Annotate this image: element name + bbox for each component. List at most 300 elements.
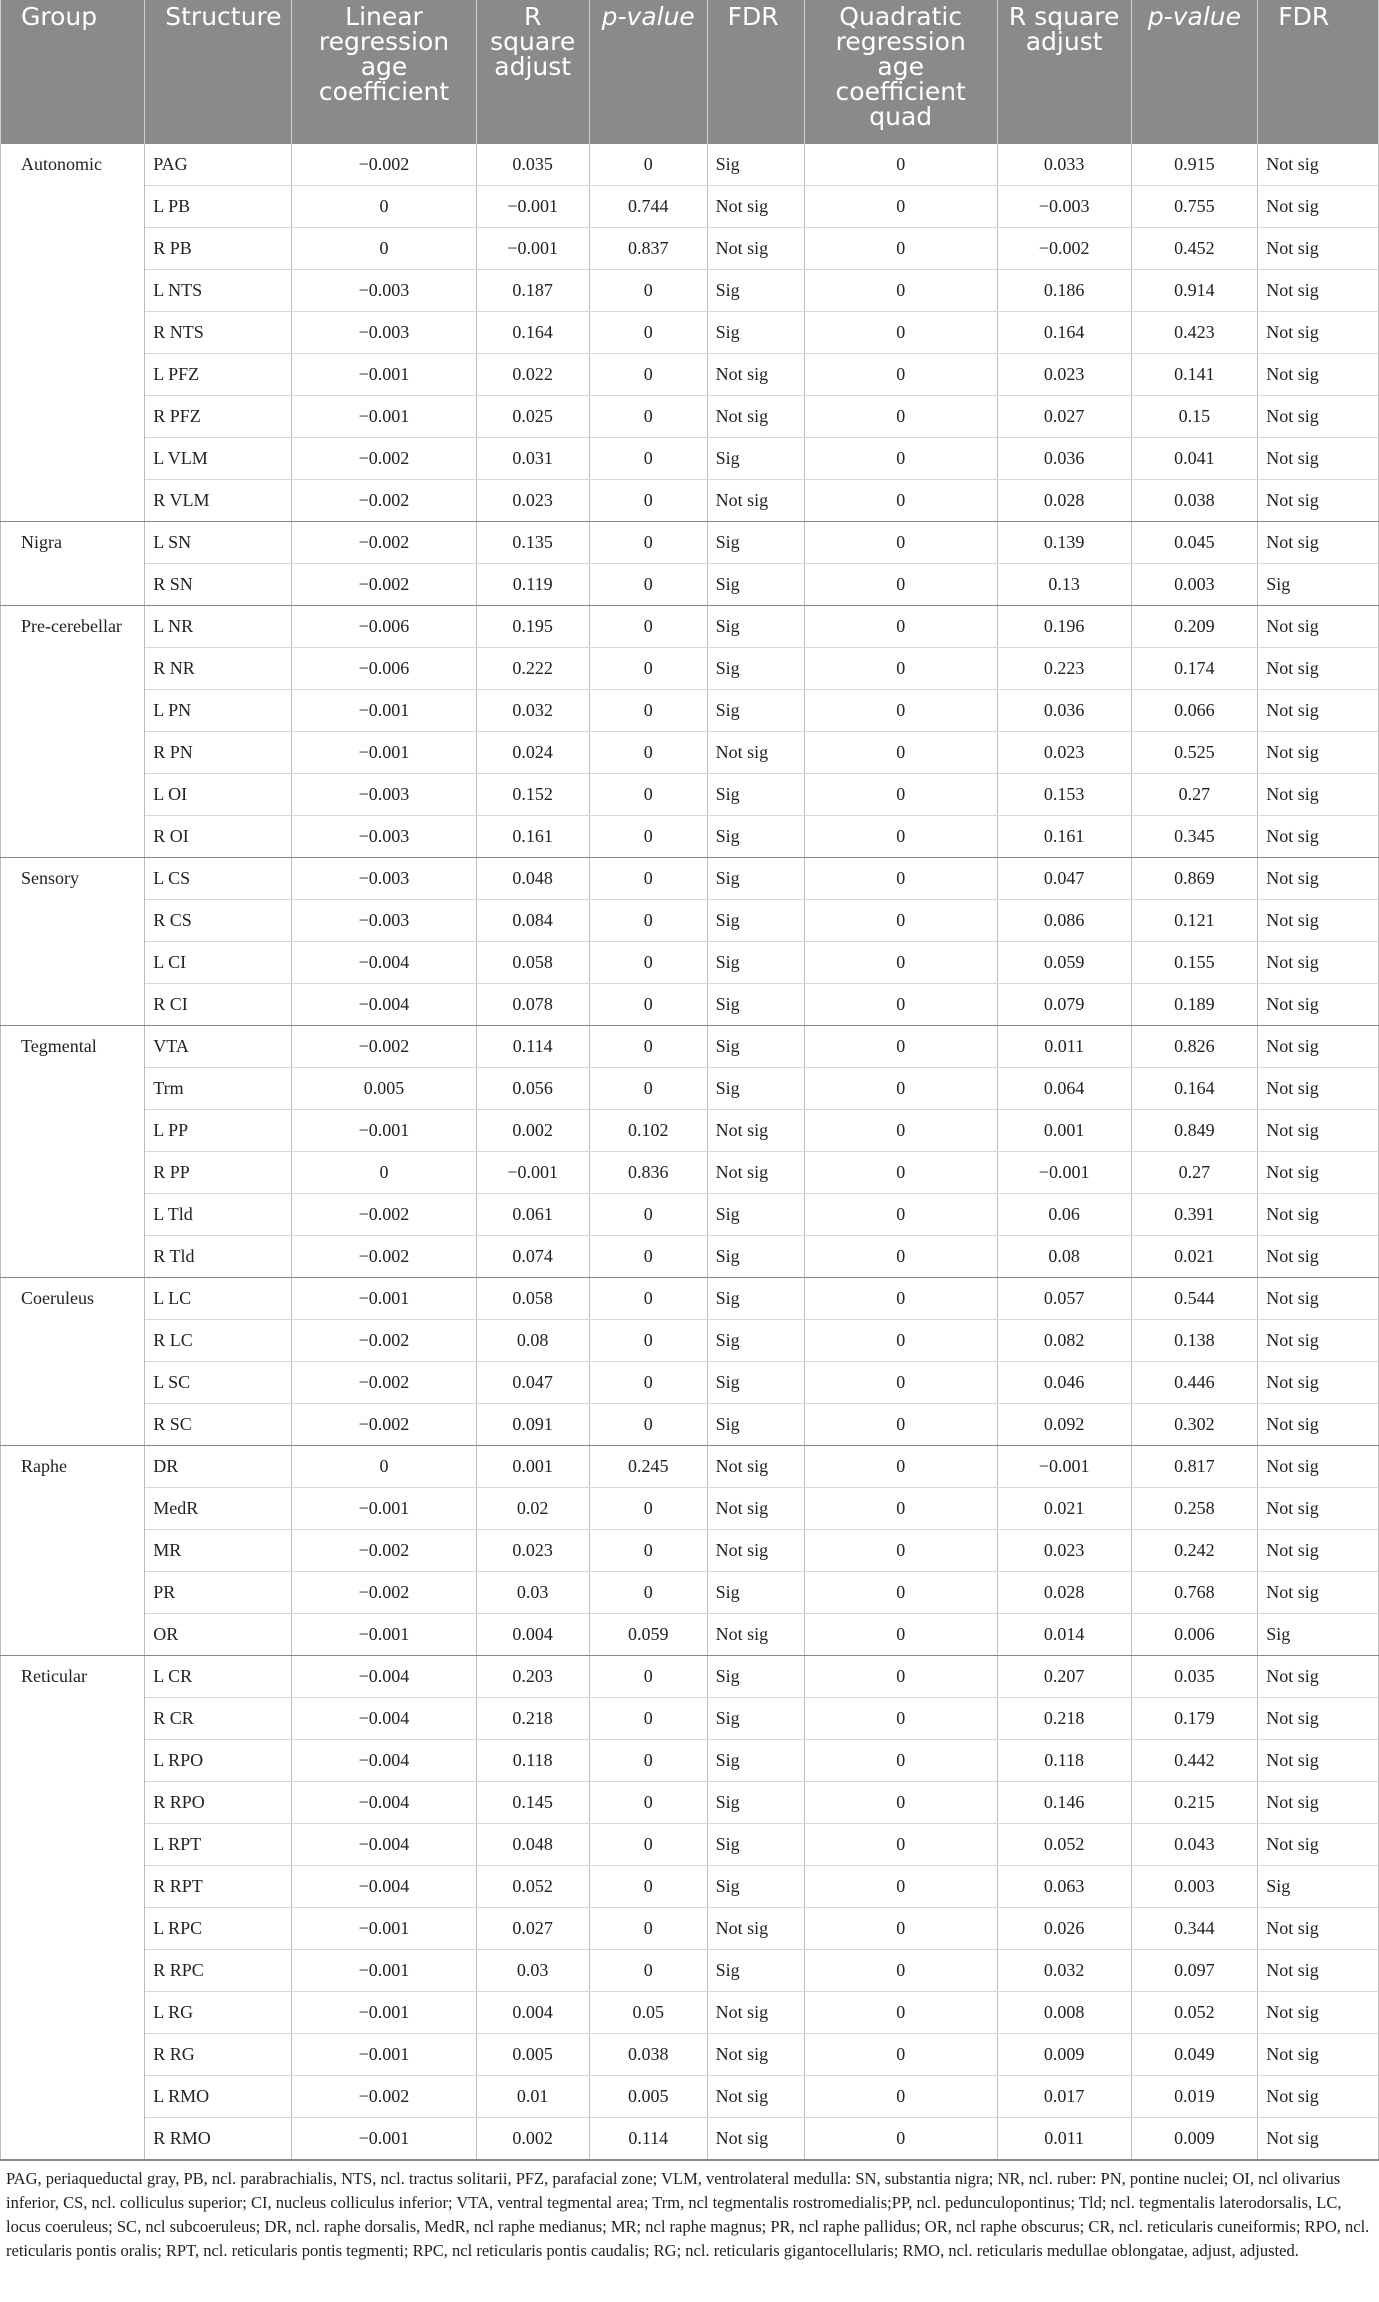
table-row xyxy=(1,269,1379,311)
quad-coef-cell: 0 xyxy=(804,941,997,983)
quad-coef-cell: 0 xyxy=(804,731,997,773)
quad-fdr-cell: Not sig xyxy=(1258,899,1379,941)
structure-cell: R RPO xyxy=(145,1781,292,1823)
linear-pvalue-cell: 0 xyxy=(589,941,707,983)
quad-r2-cell: 0.146 xyxy=(997,1781,1131,1823)
table-row xyxy=(1,2117,1379,2159)
linear-pvalue-cell: 0.038 xyxy=(589,2033,707,2075)
linear-pvalue-cell: 0 xyxy=(589,1571,707,1613)
linear-r2-cell: 0.187 xyxy=(476,269,589,311)
linear-coef-cell: −0.003 xyxy=(292,815,476,857)
quad-r2-cell: 0.036 xyxy=(997,437,1131,479)
linear-coef-cell: −0.002 xyxy=(292,479,476,521)
quad-r2-cell: 0.014 xyxy=(997,1613,1131,1655)
quad-coef-cell: 0 xyxy=(804,2075,997,2117)
linear-coef-cell: −0.004 xyxy=(292,1823,476,1865)
table-row xyxy=(1,1067,1379,1109)
quad-fdr-cell: Not sig xyxy=(1258,815,1379,857)
linear-coef-cell: −0.001 xyxy=(292,395,476,437)
linear-fdr-cell: Sig xyxy=(707,1361,804,1403)
linear-pvalue-cell: 0 xyxy=(589,647,707,689)
linear-fdr-cell: Not sig xyxy=(707,1529,804,1571)
quad-r2-cell: 0.011 xyxy=(997,2117,1131,2159)
linear-coef-cell: −0.004 xyxy=(292,1865,476,1907)
quad-pvalue-cell: 0.021 xyxy=(1131,1235,1258,1277)
header-group: Group xyxy=(1,0,145,143)
linear-pvalue-cell: 0 xyxy=(589,1403,707,1445)
linear-pvalue-cell: 0 xyxy=(589,1067,707,1109)
linear-coef-cell: −0.004 xyxy=(292,1739,476,1781)
linear-pvalue-cell: 0.05 xyxy=(589,1991,707,2033)
quad-fdr-cell: Not sig xyxy=(1258,143,1379,185)
linear-r2-cell: −0.001 xyxy=(476,1151,589,1193)
table-row xyxy=(1,2075,1379,2117)
structure-cell: R NTS xyxy=(145,311,292,353)
quad-fdr-cell: Not sig xyxy=(1258,1403,1379,1445)
linear-coef-cell: −0.002 xyxy=(292,1361,476,1403)
quad-fdr-cell: Not sig xyxy=(1258,2033,1379,2075)
linear-coef-cell: −0.001 xyxy=(292,1991,476,2033)
quad-coef-cell: 0 xyxy=(804,1235,997,1277)
quad-r2-cell: 0.047 xyxy=(997,857,1131,899)
quad-fdr-cell: Not sig xyxy=(1258,1067,1379,1109)
structure-cell: R RPT xyxy=(145,1865,292,1907)
table-row xyxy=(1,143,1379,185)
quad-pvalue-cell: 0.045 xyxy=(1131,521,1258,563)
quad-pvalue-cell: 0.121 xyxy=(1131,899,1258,941)
linear-pvalue-cell: 0.102 xyxy=(589,1109,707,1151)
linear-coef-cell: 0 xyxy=(292,227,476,269)
quad-r2-cell: 0.223 xyxy=(997,647,1131,689)
linear-coef-cell: −0.001 xyxy=(292,1109,476,1151)
quad-r2-cell: 0.001 xyxy=(997,1109,1131,1151)
quad-coef-cell: 0 xyxy=(804,1949,997,1991)
structure-cell: R CS xyxy=(145,899,292,941)
quad-pvalue-cell: 0.215 xyxy=(1131,1781,1258,1823)
linear-pvalue-cell: 0 xyxy=(589,689,707,731)
linear-pvalue-cell: 0.245 xyxy=(589,1445,707,1487)
quad-pvalue-cell: 0.164 xyxy=(1131,1067,1258,1109)
quad-fdr-cell: Not sig xyxy=(1258,1109,1379,1151)
structure-cell: R Tld xyxy=(145,1235,292,1277)
linear-r2-cell: 0.218 xyxy=(476,1697,589,1739)
linear-coef-cell: −0.001 xyxy=(292,1277,476,1319)
linear-r2-cell: 0.074 xyxy=(476,1235,589,1277)
header-linear-fdr: FDR xyxy=(707,0,804,143)
linear-r2-cell: 0.114 xyxy=(476,1025,589,1067)
quad-coef-cell: 0 xyxy=(804,1109,997,1151)
linear-pvalue-cell: 0.837 xyxy=(589,227,707,269)
structure-cell: L RPT xyxy=(145,1823,292,1865)
linear-pvalue-cell: 0 xyxy=(589,1739,707,1781)
quad-fdr-cell: Not sig xyxy=(1258,227,1379,269)
linear-fdr-cell: Not sig xyxy=(707,1613,804,1655)
quad-r2-cell: 0.161 xyxy=(997,815,1131,857)
linear-pvalue-cell: 0 xyxy=(589,1193,707,1235)
quad-coef-cell: 0 xyxy=(804,1193,997,1235)
linear-coef-cell: −0.001 xyxy=(292,1907,476,1949)
linear-pvalue-cell: 0 xyxy=(589,1949,707,1991)
quad-r2-cell: 0.079 xyxy=(997,983,1131,1025)
linear-pvalue-cell: 0 xyxy=(589,1361,707,1403)
quad-r2-cell: 0.063 xyxy=(997,1865,1131,1907)
linear-fdr-cell: Sig xyxy=(707,1235,804,1277)
quad-r2-cell: 0.046 xyxy=(997,1361,1131,1403)
quad-r2-cell: 0.082 xyxy=(997,1319,1131,1361)
quad-fdr-cell: Not sig xyxy=(1258,1235,1379,1277)
linear-pvalue-cell: 0 xyxy=(589,1529,707,1571)
linear-pvalue-cell: 0 xyxy=(589,269,707,311)
quad-coef-cell: 0 xyxy=(804,1025,997,1067)
structure-cell: L RG xyxy=(145,1991,292,2033)
quad-pvalue-cell: 0.27 xyxy=(1131,773,1258,815)
quad-r2-cell: 0.06 xyxy=(997,1193,1131,1235)
linear-r2-cell: 0.118 xyxy=(476,1739,589,1781)
header-quad-pvalue-text: p-value xyxy=(1147,2,1241,31)
quad-fdr-cell: Not sig xyxy=(1258,1193,1379,1235)
quad-coef-cell: 0 xyxy=(804,2117,997,2159)
linear-r2-cell: 0.203 xyxy=(476,1655,589,1697)
linear-pvalue-cell: 0 xyxy=(589,1025,707,1067)
table-row xyxy=(1,815,1379,857)
table-row xyxy=(1,2033,1379,2075)
linear-pvalue-cell: 0 xyxy=(589,773,707,815)
quad-pvalue-cell: 0.391 xyxy=(1131,1193,1258,1235)
linear-fdr-cell: Not sig xyxy=(707,1487,804,1529)
quad-fdr-cell: Not sig xyxy=(1258,1487,1379,1529)
header-linear-r2: R square adjust xyxy=(476,0,589,143)
linear-fdr-cell: Sig xyxy=(707,857,804,899)
linear-r2-cell: 0.161 xyxy=(476,815,589,857)
linear-fdr-cell: Sig xyxy=(707,1655,804,1697)
quad-r2-cell: 0.032 xyxy=(997,1949,1131,1991)
linear-fdr-cell: Not sig xyxy=(707,2033,804,2075)
linear-r2-cell: 0.164 xyxy=(476,311,589,353)
quad-pvalue-cell: 0.258 xyxy=(1131,1487,1258,1529)
structure-cell: L SN xyxy=(145,521,292,563)
linear-r2-cell: 0.048 xyxy=(476,857,589,899)
quad-fdr-cell: Not sig xyxy=(1258,1319,1379,1361)
quad-fdr-cell: Not sig xyxy=(1258,1445,1379,1487)
linear-r2-cell: 0.048 xyxy=(476,1823,589,1865)
table-row xyxy=(1,899,1379,941)
quad-coef-cell: 0 xyxy=(804,1445,997,1487)
linear-pvalue-cell: 0 xyxy=(589,437,707,479)
table-row xyxy=(1,479,1379,521)
structure-cell: R RPC xyxy=(145,1949,292,1991)
quad-pvalue-cell: 0.869 xyxy=(1131,857,1258,899)
quad-pvalue-cell: 0.423 xyxy=(1131,311,1258,353)
quad-r2-cell: −0.001 xyxy=(997,1151,1131,1193)
linear-coef-cell: −0.002 xyxy=(292,1571,476,1613)
table-row xyxy=(1,1445,1379,1487)
quad-pvalue-cell: 0.345 xyxy=(1131,815,1258,857)
linear-fdr-cell: Sig xyxy=(707,1067,804,1109)
quad-coef-cell: 0 xyxy=(804,1823,997,1865)
quad-coef-cell: 0 xyxy=(804,311,997,353)
quad-pvalue-cell: 0.006 xyxy=(1131,1613,1258,1655)
linear-coef-cell: −0.001 xyxy=(292,1487,476,1529)
linear-coef-cell: −0.002 xyxy=(292,1403,476,1445)
quad-pvalue-cell: 0.826 xyxy=(1131,1025,1258,1067)
linear-r2-cell: 0.222 xyxy=(476,647,589,689)
table-row xyxy=(1,1823,1379,1865)
quad-pvalue-cell: 0.849 xyxy=(1131,1109,1258,1151)
linear-fdr-cell: Sig xyxy=(707,605,804,647)
table-row xyxy=(1,185,1379,227)
quad-coef-cell: 0 xyxy=(804,1613,997,1655)
linear-fdr-cell: Sig xyxy=(707,1403,804,1445)
linear-pvalue-cell: 0 xyxy=(589,1277,707,1319)
linear-r2-cell: 0.119 xyxy=(476,563,589,605)
linear-r2-cell: 0.091 xyxy=(476,1403,589,1445)
quad-fdr-cell: Sig xyxy=(1258,1613,1379,1655)
quad-fdr-cell: Not sig xyxy=(1258,647,1379,689)
structure-cell: R SN xyxy=(145,563,292,605)
quad-coef-cell: 0 xyxy=(804,1403,997,1445)
linear-r2-cell: 0.078 xyxy=(476,983,589,1025)
header-structure: Structure xyxy=(145,0,292,143)
structure-cell: L NR xyxy=(145,605,292,647)
quad-r2-cell: 0.118 xyxy=(997,1739,1131,1781)
group-cell: Sensory xyxy=(1,857,145,1025)
header-row xyxy=(1,0,1379,143)
table-body xyxy=(1,143,1379,2159)
quad-coef-cell: 0 xyxy=(804,1739,997,1781)
group-cell: Pre-cerebellar xyxy=(1,605,145,857)
table-row xyxy=(1,1655,1379,1697)
quad-r2-cell: 0.057 xyxy=(997,1277,1131,1319)
quad-pvalue-cell: 0.003 xyxy=(1131,1865,1258,1907)
quad-fdr-cell: Not sig xyxy=(1258,773,1379,815)
quad-r2-cell: 0.023 xyxy=(997,731,1131,773)
linear-coef-cell: 0 xyxy=(292,185,476,227)
quad-fdr-cell: Not sig xyxy=(1258,311,1379,353)
quad-pvalue-cell: 0.452 xyxy=(1131,227,1258,269)
linear-r2-cell: 0.195 xyxy=(476,605,589,647)
linear-r2-cell: −0.001 xyxy=(476,185,589,227)
quad-coef-cell: 0 xyxy=(804,1277,997,1319)
structure-cell: R LC xyxy=(145,1319,292,1361)
linear-fdr-cell: Sig xyxy=(707,1277,804,1319)
structure-cell: DR xyxy=(145,1445,292,1487)
quad-pvalue-cell: 0.446 xyxy=(1131,1361,1258,1403)
table-row xyxy=(1,1403,1379,1445)
quad-fdr-cell: Not sig xyxy=(1258,1781,1379,1823)
quad-r2-cell: 0.13 xyxy=(997,563,1131,605)
quad-coef-cell: 0 xyxy=(804,1991,997,2033)
linear-coef-cell: −0.002 xyxy=(292,1025,476,1067)
quad-pvalue-cell: 0.209 xyxy=(1131,605,1258,647)
structure-cell: OR xyxy=(145,1613,292,1655)
linear-pvalue-cell: 0.059 xyxy=(589,1613,707,1655)
quad-fdr-cell: Not sig xyxy=(1258,1529,1379,1571)
linear-r2-cell: 0.145 xyxy=(476,1781,589,1823)
quad-r2-cell: 0.218 xyxy=(997,1697,1131,1739)
linear-r2-cell: 0.031 xyxy=(476,437,589,479)
quad-pvalue-cell: 0.043 xyxy=(1131,1823,1258,1865)
linear-fdr-cell: Not sig xyxy=(707,1907,804,1949)
quad-fdr-cell: Not sig xyxy=(1258,1151,1379,1193)
structure-cell: R SC xyxy=(145,1403,292,1445)
linear-r2-cell: −0.001 xyxy=(476,227,589,269)
linear-coef-cell: −0.002 xyxy=(292,2075,476,2117)
linear-fdr-cell: Not sig xyxy=(707,479,804,521)
linear-r2-cell: 0.084 xyxy=(476,899,589,941)
quad-coef-cell: 0 xyxy=(804,1067,997,1109)
structure-cell: R NR xyxy=(145,647,292,689)
quad-fdr-cell: Sig xyxy=(1258,563,1379,605)
linear-r2-cell: 0.058 xyxy=(476,941,589,983)
quad-coef-cell: 0 xyxy=(804,1655,997,1697)
quad-coef-cell: 0 xyxy=(804,227,997,269)
linear-pvalue-cell: 0 xyxy=(589,1697,707,1739)
structure-cell: Trm xyxy=(145,1067,292,1109)
linear-fdr-cell: Sig xyxy=(707,1025,804,1067)
table-row xyxy=(1,353,1379,395)
linear-r2-cell: 0.01 xyxy=(476,2075,589,2117)
quad-r2-cell: 0.008 xyxy=(997,1991,1131,2033)
linear-fdr-cell: Sig xyxy=(707,1949,804,1991)
quad-r2-cell: 0.064 xyxy=(997,1067,1131,1109)
linear-pvalue-cell: 0 xyxy=(589,1235,707,1277)
linear-fdr-cell: Sig xyxy=(707,1823,804,1865)
table-row xyxy=(1,773,1379,815)
linear-r2-cell: 0.023 xyxy=(476,1529,589,1571)
quad-r2-cell: 0.186 xyxy=(997,269,1131,311)
linear-fdr-cell: Sig xyxy=(707,1739,804,1781)
quad-coef-cell: 0 xyxy=(804,1529,997,1571)
linear-coef-cell: −0.003 xyxy=(292,269,476,311)
quad-pvalue-cell: 0.242 xyxy=(1131,1529,1258,1571)
linear-r2-cell: 0.005 xyxy=(476,2033,589,2075)
table-row xyxy=(1,983,1379,1025)
linear-pvalue-cell: 0 xyxy=(589,815,707,857)
table-row xyxy=(1,1319,1379,1361)
linear-fdr-cell: Not sig xyxy=(707,353,804,395)
quad-pvalue-cell: 0.15 xyxy=(1131,395,1258,437)
structure-cell: R CR xyxy=(145,1697,292,1739)
quad-r2-cell: 0.026 xyxy=(997,1907,1131,1949)
table-row xyxy=(1,1151,1379,1193)
linear-pvalue-cell: 0 xyxy=(589,983,707,1025)
quad-pvalue-cell: 0.302 xyxy=(1131,1403,1258,1445)
quad-r2-cell: 0.017 xyxy=(997,2075,1131,2117)
table-row xyxy=(1,647,1379,689)
header-quad-r2: R square adjust xyxy=(997,0,1131,143)
linear-fdr-cell: Not sig xyxy=(707,2117,804,2159)
table-row xyxy=(1,1613,1379,1655)
structure-cell: R OI xyxy=(145,815,292,857)
linear-fdr-cell: Not sig xyxy=(707,1151,804,1193)
group-cell: Nigra xyxy=(1,521,145,605)
linear-r2-cell: 0.023 xyxy=(476,479,589,521)
table-footnote: PAG, periaqueductal gray, PB, ncl. parabrachialis, NTS, ncl. tractus solitarii, PFZ, parafacial zone; VLM, ventrolateral medulla: SN, substantia nigra; NR, ncl. ruber: PN, pontine nuclei; OI, ncl olivarius inferior, CS, ncl. colliculus superior; CI, nucleus colliculus inferior; VTA, ventral tegmental area; Trm, ncl tegmentalis rostromedialis;PP, ncl. pedunculopontinus; Tld; ncl. tegmentalis laterodorsalis, LC, locus coeruleus; SC, ncl subcoeruleus; DR, ncl. raphe dorsalis, MedR, ncl raphe medianus; MR; ncl raphe magnus; PR, ncl raphe pallidus; OR, ncl raphe obscurus; CR, ncl. reticularis cuneiformis; RPO, ncl. reticularis pontis oralis; RPT, ncl. reticularis pontis tegmenti; RPC, ncl reticularis pontis caudalis; RG; ncl. reticularis gigantocellularis; RMO, ncl. reticularis medullae oblongatae, adjust, adjusted. xyxy=(0,2160,1379,2263)
quad-coef-cell: 0 xyxy=(804,395,997,437)
quad-coef-cell: 0 xyxy=(804,1697,997,1739)
linear-pvalue-cell: 0 xyxy=(589,143,707,185)
table-row xyxy=(1,1781,1379,1823)
linear-fdr-cell: Not sig xyxy=(707,2075,804,2117)
quad-pvalue-cell: 0.049 xyxy=(1131,2033,1258,2075)
quad-coef-cell: 0 xyxy=(804,815,997,857)
linear-r2-cell: 0.152 xyxy=(476,773,589,815)
quad-pvalue-cell: 0.138 xyxy=(1131,1319,1258,1361)
quad-coef-cell: 0 xyxy=(804,521,997,563)
quad-coef-cell: 0 xyxy=(804,143,997,185)
quad-coef-cell: 0 xyxy=(804,773,997,815)
quad-fdr-cell: Not sig xyxy=(1258,521,1379,563)
quad-coef-cell: 0 xyxy=(804,1319,997,1361)
linear-coef-cell: −0.006 xyxy=(292,647,476,689)
structure-cell: R RMO xyxy=(145,2117,292,2159)
linear-coef-cell: −0.006 xyxy=(292,605,476,647)
quad-r2-cell: 0.164 xyxy=(997,311,1131,353)
linear-fdr-cell: Sig xyxy=(707,1571,804,1613)
linear-r2-cell: 0.001 xyxy=(476,1445,589,1487)
quad-pvalue-cell: 0.27 xyxy=(1131,1151,1258,1193)
linear-coef-cell: −0.004 xyxy=(292,1697,476,1739)
header-linear-pvalue xyxy=(589,0,707,143)
table-row xyxy=(1,689,1379,731)
quad-fdr-cell: Not sig xyxy=(1258,1025,1379,1067)
linear-coef-cell: −0.002 xyxy=(292,1235,476,1277)
quad-fdr-cell: Not sig xyxy=(1258,185,1379,227)
quad-r2-cell: 0.092 xyxy=(997,1403,1131,1445)
linear-coef-cell: −0.004 xyxy=(292,1655,476,1697)
quad-coef-cell: 0 xyxy=(804,1487,997,1529)
linear-pvalue-cell: 0 xyxy=(589,857,707,899)
quad-pvalue-cell: 0.344 xyxy=(1131,1907,1258,1949)
quad-fdr-cell: Not sig xyxy=(1258,353,1379,395)
group-cell: Raphe xyxy=(1,1445,145,1655)
structure-cell: MedR xyxy=(145,1487,292,1529)
linear-fdr-cell: Sig xyxy=(707,1697,804,1739)
quad-pvalue-cell: 0.038 xyxy=(1131,479,1258,521)
quad-fdr-cell: Not sig xyxy=(1258,1571,1379,1613)
linear-r2-cell: 0.022 xyxy=(476,353,589,395)
table-row xyxy=(1,605,1379,647)
quad-fdr-cell: Not sig xyxy=(1258,983,1379,1025)
quad-coef-cell: 0 xyxy=(804,1865,997,1907)
linear-fdr-cell: Sig xyxy=(707,1319,804,1361)
linear-coef-cell: −0.004 xyxy=(292,983,476,1025)
linear-fdr-cell: Not sig xyxy=(707,1991,804,2033)
linear-coef-cell: 0 xyxy=(292,1151,476,1193)
quad-r2-cell: 0.033 xyxy=(997,143,1131,185)
structure-cell: VTA xyxy=(145,1025,292,1067)
table-row xyxy=(1,1697,1379,1739)
linear-pvalue-cell: 0 xyxy=(589,353,707,395)
structure-cell: L SC xyxy=(145,1361,292,1403)
structure-cell: L VLM xyxy=(145,437,292,479)
linear-pvalue-cell: 0.005 xyxy=(589,2075,707,2117)
linear-fdr-cell: Not sig xyxy=(707,1445,804,1487)
linear-pvalue-cell: 0 xyxy=(589,395,707,437)
quad-r2-cell: 0.08 xyxy=(997,1235,1131,1277)
linear-fdr-cell: Sig xyxy=(707,773,804,815)
quad-fdr-cell: Not sig xyxy=(1258,269,1379,311)
quad-fdr-cell: Not sig xyxy=(1258,1949,1379,1991)
quad-pvalue-cell: 0.817 xyxy=(1131,1445,1258,1487)
quad-fdr-cell: Not sig xyxy=(1258,1361,1379,1403)
quad-fdr-cell: Not sig xyxy=(1258,437,1379,479)
structure-cell: L PFZ xyxy=(145,353,292,395)
table-row xyxy=(1,1907,1379,1949)
linear-coef-cell: −0.002 xyxy=(292,143,476,185)
linear-pvalue-cell: 0 xyxy=(589,311,707,353)
quad-pvalue-cell: 0.003 xyxy=(1131,563,1258,605)
